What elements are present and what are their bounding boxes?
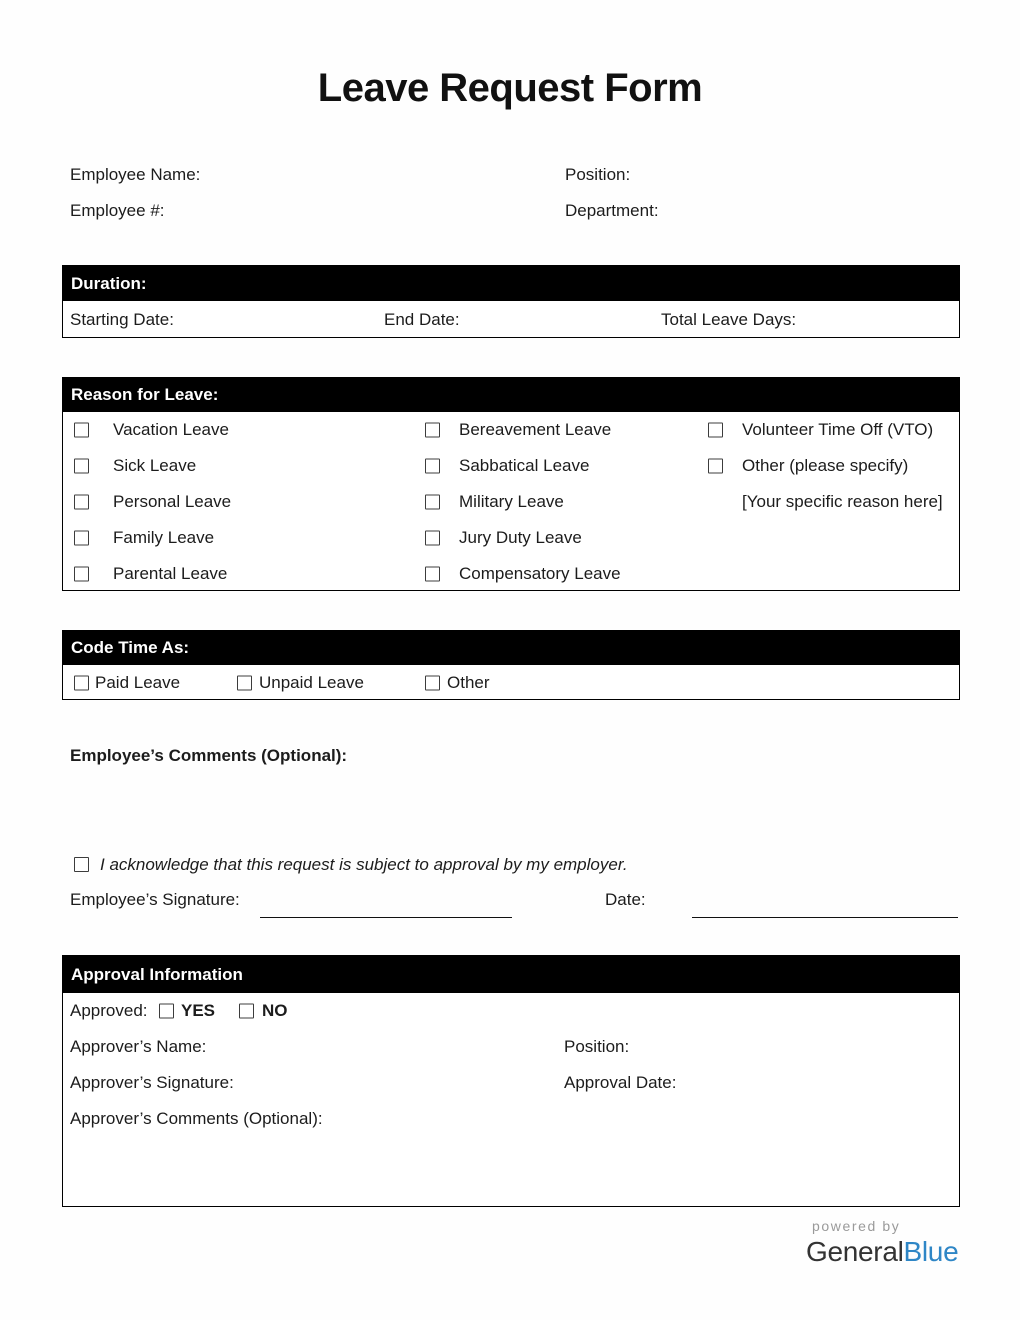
duration-header: Duration: — [63, 266, 959, 301]
duration-row — [63, 301, 959, 339]
reason-row — [63, 484, 959, 520]
checkbox-personal-leave[interactable] — [74, 495, 89, 510]
compensatory-leave-label: Compensatory Leave — [459, 564, 621, 583]
checkbox-sabbatical-leave[interactable] — [425, 459, 440, 474]
brand-blue: Blue — [903, 1236, 959, 1267]
checkbox-vacation-leave[interactable] — [74, 423, 89, 438]
paid-leave-label: Paid Leave — [95, 673, 181, 692]
other-reason-placeholder[interactable]: [Your specific reason here] — [742, 492, 943, 511]
code-time-row — [63, 665, 959, 701]
reason-row — [63, 520, 959, 556]
checkbox-jury-duty-leave[interactable] — [425, 531, 440, 546]
checkbox-volunteer-time-off[interactable] — [708, 423, 723, 438]
approver-name-label: Approver’s Name: — [70, 1037, 207, 1056]
approved-no-label: NO — [262, 1001, 288, 1020]
employee-comments-area[interactable] — [70, 776, 960, 846]
checkbox-other-reason[interactable] — [708, 459, 723, 474]
code-time-as-section — [62, 630, 960, 700]
checkbox-acknowledgment[interactable] — [74, 857, 89, 872]
approver-signature-row — [63, 1065, 959, 1101]
form-title: Leave Request Form — [317, 66, 703, 110]
unpaid-leave-label: Unpaid Leave — [259, 673, 364, 692]
code-time-as-header: Code Time As: — [63, 631, 959, 665]
checkbox-approved-yes[interactable] — [159, 1004, 174, 1019]
date-line[interactable] — [692, 917, 958, 918]
approved-label: Approved: — [70, 1001, 148, 1020]
end-date-label: End Date: — [384, 310, 460, 329]
approver-name-row — [63, 1029, 959, 1065]
reason-row — [63, 412, 959, 448]
approval-information-section — [62, 955, 960, 1207]
approver-position-label: Position: — [564, 1037, 630, 1056]
reason-row — [63, 448, 959, 484]
starting-date-label: Starting Date: — [70, 310, 174, 329]
date-label: Date: — [605, 890, 646, 909]
department-label: Department: — [565, 201, 659, 220]
brand-general: General — [806, 1236, 904, 1267]
checkbox-paid-leave[interactable] — [74, 676, 89, 691]
powered-by-text: powered by — [812, 1218, 901, 1234]
duration-section — [62, 265, 960, 338]
vacation-leave-label: Vacation Leave — [113, 420, 229, 439]
family-leave-label: Family Leave — [113, 528, 215, 547]
employee-number-label: Employee #: — [70, 201, 165, 220]
jury-duty-leave-label: Jury Duty Leave — [459, 528, 582, 547]
reason-for-leave-header: Reason for Leave: — [63, 378, 959, 412]
total-leave-days-label: Total Leave Days: — [661, 310, 797, 329]
bereavement-leave-label: Bereavement Leave — [459, 420, 612, 439]
reason-row — [63, 556, 959, 592]
employee-signature-label: Employee’s Signature: — [70, 890, 240, 909]
general-blue-logo — [806, 1236, 958, 1268]
approval-information-header: Approval Information — [63, 956, 959, 993]
checkbox-unpaid-leave[interactable] — [237, 676, 252, 691]
employee-name-label: Employee Name: — [70, 165, 201, 184]
approved-yes-label: YES — [181, 1001, 216, 1020]
reason-for-leave-section — [62, 377, 960, 591]
approver-comments-row — [63, 1101, 959, 1137]
position-label: Position: — [565, 165, 631, 184]
employee-signature-line[interactable] — [260, 917, 512, 918]
approved-row — [63, 993, 959, 1029]
checkbox-approved-no[interactable] — [239, 1004, 254, 1019]
sabbatical-leave-label: Sabbatical Leave — [459, 456, 590, 475]
personal-leave-label: Personal Leave — [113, 492, 232, 511]
approver-signature-label: Approver’s Signature: — [70, 1073, 234, 1092]
other-reason-label: Other (please specify) — [742, 456, 909, 475]
checkbox-family-leave[interactable] — [74, 531, 89, 546]
checkbox-parental-leave[interactable] — [74, 567, 89, 582]
volunteer-time-off-label: Volunteer Time Off (VTO) — [742, 420, 934, 439]
checkbox-sick-leave[interactable] — [74, 459, 89, 474]
checkbox-other-code[interactable] — [425, 676, 440, 691]
checkbox-military-leave[interactable] — [425, 495, 440, 510]
checkbox-compensatory-leave[interactable] — [425, 567, 440, 582]
approver-comments-area[interactable] — [70, 1141, 950, 1201]
approver-comments-label: Approver’s Comments (Optional): — [70, 1109, 323, 1128]
sick-leave-label: Sick Leave — [113, 456, 197, 475]
other-code-label: Other — [447, 673, 490, 692]
checkbox-bereavement-leave[interactable] — [425, 423, 440, 438]
acknowledgment-text: I acknowledge that this request is subject to approval by my employer. — [100, 855, 628, 874]
parental-leave-label: Parental Leave — [113, 564, 228, 583]
military-leave-label: Military Leave — [459, 492, 564, 511]
approval-date-label: Approval Date: — [564, 1073, 677, 1092]
employee-comments-label: Employee’s Comments (Optional): — [70, 746, 348, 765]
